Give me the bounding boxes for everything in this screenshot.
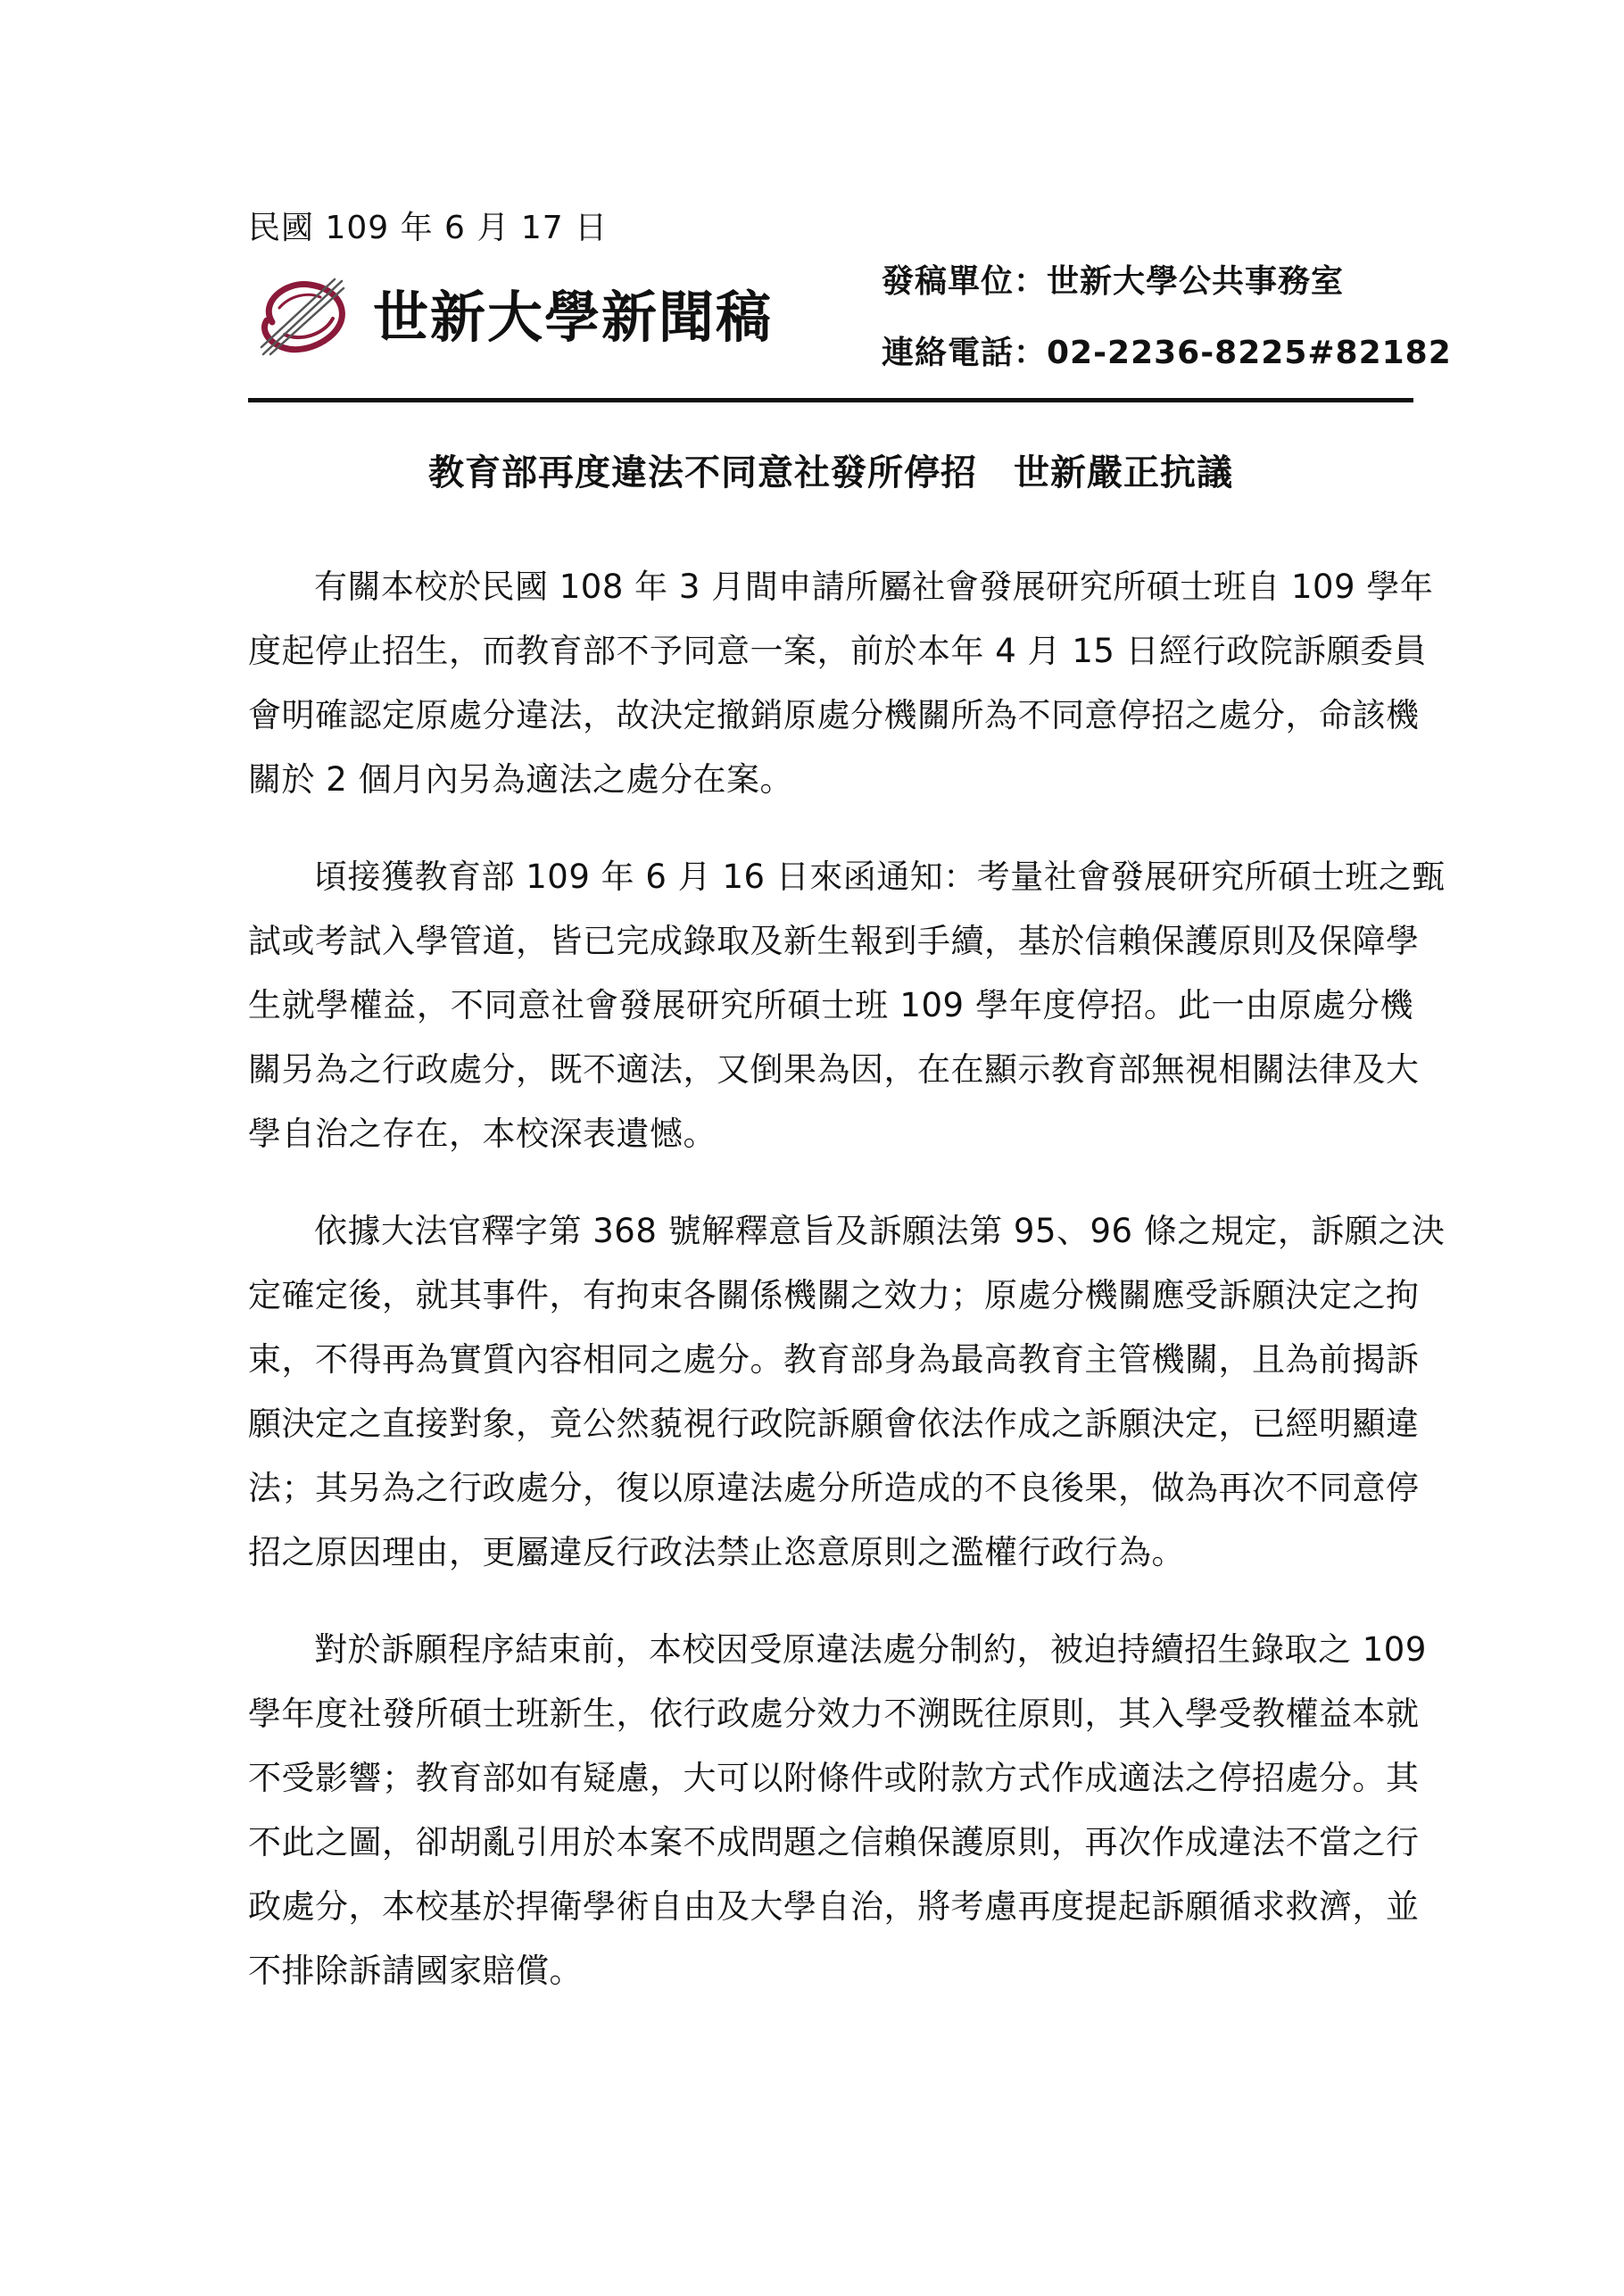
paragraph-line: 依據大法官釋字第 368 號解釋意旨及訴願法第 95、96 條之規定，訴願之決: [314, 1212, 1446, 1250]
paragraph-line: 不排除訴請國家賠償。: [248, 1952, 583, 1990]
paragraph-line: 關於 2 個月內另為適法之處分在案。: [248, 760, 794, 799]
paragraph-line: 關另為之行政處分，既不適法，又倒果為因，在在顯示教育部無視相關法律及大: [248, 1050, 1420, 1089]
paragraph: [248, 555, 1434, 812]
contact-phone: 連絡電話：02-2236-8225#82182: [882, 335, 1452, 371]
paragraph-line: 有關本校於民國 108 年 3 月間申請所屬社會發展研究所碩士班自 109 學年: [314, 568, 1434, 606]
paragraph-line: 定確定後，就其事件，有拘束各關係機關之效力；原處分機關應受訴願決定之拘: [248, 1276, 1420, 1314]
header-divider: [248, 398, 1413, 402]
headline: 教育部再度違法不同意社發所停招 世新嚴正抗議: [428, 452, 1233, 493]
paragraph-line: 束，不得再為實質內容相同之處分。教育部身為最高教育主管機關，且為前揭訴: [248, 1340, 1420, 1379]
paragraph-line: 法；其另為之行政處分，復以原違法處分所造成的不良後果，做為再次不同意停: [248, 1469, 1420, 1507]
brand-title: 世新大學新聞稿: [373, 285, 774, 350]
issuing-unit: 發稿單位：世新大學公共事務室: [882, 263, 1345, 300]
paragraph: [248, 1618, 1427, 2003]
paragraph-line: 對於訴願程序結束前，本校因受原違法處分制約，被迫持續招生錄取之 109: [314, 1630, 1427, 1669]
university-logo-icon: [254, 272, 354, 361]
paragraph-line: 度起停止招生，而教育部不予同意一案，前於本年 4 月 15 日經行政院訴願委員: [248, 632, 1428, 670]
paragraph-line: 學自治之存在，本校深表遺憾。: [248, 1115, 717, 1153]
paragraph: [248, 1199, 1446, 1585]
paragraph-line: 生就學權益，不同意社會發展研究所碩士班 109 學年度停招。此一由原處分機: [248, 986, 1413, 1024]
paragraph-line: 政處分，本校基於捍衛學術自由及大學自治，將考慮再度提起訴願循求救濟，並: [248, 1887, 1420, 1926]
paragraph-line: 不受影響；教育部如有疑慮，大可以附條件或附款方式作成適法之停招處分。其: [248, 1759, 1420, 1797]
paragraph-line: 不此之圖，卻胡亂引用於本案不成問題之信賴保護原則，再次作成違法不當之行: [248, 1823, 1420, 1861]
paragraph-line: 頃接獲教育部 109 年 6 月 16 日來函通知：考量社會發展研究所碩士班之甄: [314, 858, 1446, 896]
paragraph-line: 願決定之直接對象，竟公然藐視行政院訴願會依法作成之訴願決定，已經明顯違: [248, 1405, 1420, 1443]
release-date: 民國 109 年 6 月 17 日: [248, 210, 609, 246]
paragraph-line: 招之原因理由，更屬違反行政法禁止恣意原則之濫權行政行為。: [248, 1533, 1185, 1571]
paragraph: [248, 845, 1446, 1166]
article-body: [248, 555, 1446, 2036]
paragraph-line: 學年度社發所碩士班新生，依行政處分效力不溯既往原則，其入學受教權益本就: [248, 1695, 1420, 1733]
paragraph-line: 試或考試入學管道，皆已完成錄取及新生報到手續，基於信賴保護原則及保障學: [248, 922, 1420, 960]
paragraph-line: 會明確認定原處分違法，故決定撤銷原處分機關所為不同意停招之處分，命該機: [248, 696, 1420, 734]
